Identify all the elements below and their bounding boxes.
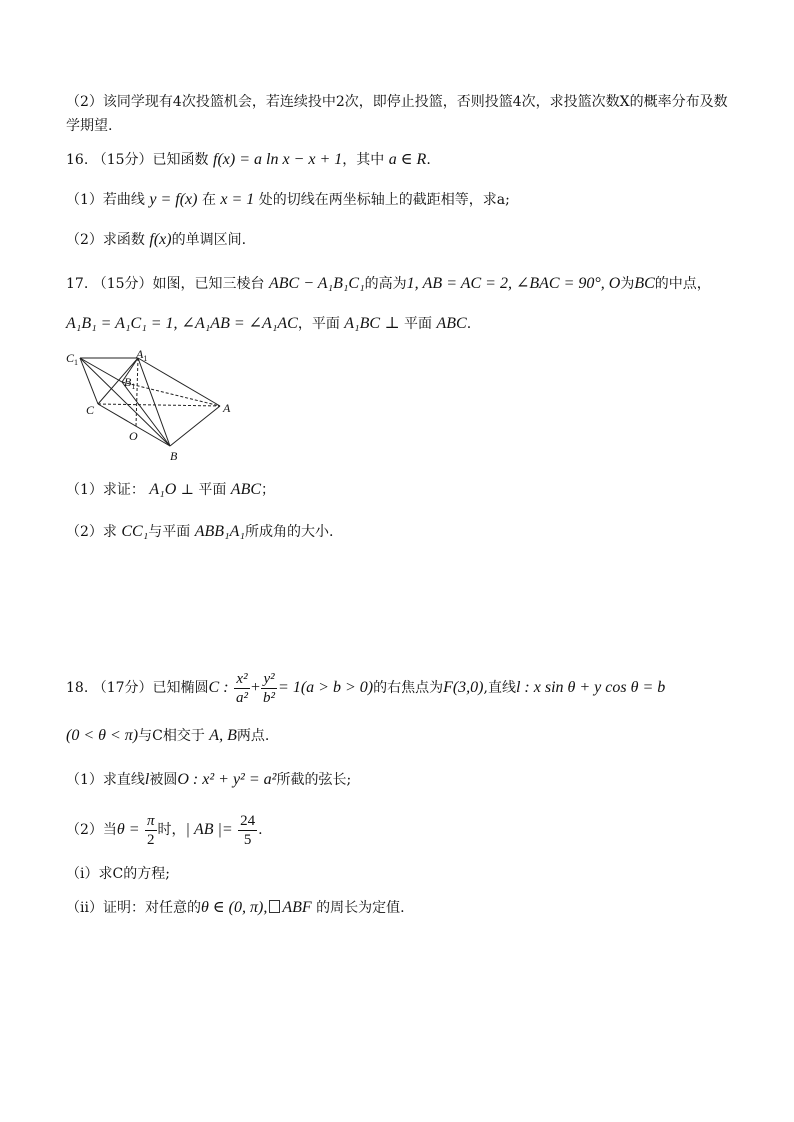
q18-stem-line2 xyxy=(66,726,269,746)
q17-cond3-a: ，平面 xyxy=(297,316,340,332)
q16-where: ，其中 xyxy=(342,152,385,168)
q18-frac-y-den: b² xyxy=(263,689,276,706)
q18-eq-tail: = 1(a > b > 0) xyxy=(278,679,374,696)
q17-part1-text: 求证： xyxy=(102,482,145,498)
label-o: O xyxy=(129,429,138,443)
q17-plane1: A₁BC xyxy=(344,315,381,332)
q18-part2-text: 当 xyxy=(102,822,117,838)
q18-frac-x-num: x² xyxy=(236,670,248,687)
edge-a1-b xyxy=(138,358,170,446)
q16-part1-text-b: 在 xyxy=(201,192,216,208)
q17-cond1-tail-b: 的中点， xyxy=(654,276,711,292)
q18-part2-end: . xyxy=(258,822,263,838)
q18-part1-circle: O : x² + y² = a² xyxy=(177,771,277,788)
q18-part2-label: （2） xyxy=(66,822,103,838)
q18-part1-text-c: 所截的弦长; xyxy=(276,772,352,788)
q16-part1-text-c: 处的切线在两坐标轴上的截距相等，求a; xyxy=(258,192,510,208)
q18-frac-x-den: a² xyxy=(236,689,248,706)
q18-part2 xyxy=(66,810,263,850)
q16-part2-text: 求函数 xyxy=(102,232,145,248)
q17-number: 17. xyxy=(66,276,89,292)
q17-cond3-b: 平面 xyxy=(404,316,433,332)
q17-part2-label: （2） xyxy=(66,524,103,540)
q17-part2-text: 求 xyxy=(102,524,117,540)
label-a1: $A_1$ xyxy=(136,347,148,363)
q17-part2-plane: ABB₁A₁ xyxy=(194,523,245,540)
q16-stem: 16. （15分）已知函数 f(x) = a ln x − x + 1，其中 a ∈ R. xyxy=(66,151,431,168)
q17-part1 xyxy=(66,480,275,500)
q17-part1-end: ； xyxy=(261,482,276,498)
q18-part1-text: 求直线 xyxy=(102,772,145,788)
q18-part2-text-b: 时， xyxy=(157,822,186,838)
q18-stem-line1: 18. （17分）已知椭圆C : $\frac{\text{x²}}{\text{a²}}$ + $\frac{\text{y²}}{\text{b²}}$ = 1(a > b > 0)的右焦点为F(3,0),直线l : x sin θ + y cos θ = b xyxy=(66,670,666,706)
q18-sub-ii xyxy=(66,898,405,918)
q18-focus-text: 的右焦点为 xyxy=(373,680,444,696)
q18-frac-5: 5 xyxy=(243,831,252,848)
q17-cond2: A₁B₁ = A₁C₁ = 1, ∠A₁AB = ∠A₁AC xyxy=(66,315,298,332)
q18-part1-line: l xyxy=(144,771,150,788)
q17-cond1: 1, AB = AC = 2, ∠BAC = 90°, O xyxy=(406,275,621,292)
q18-intro: 已知椭圆 xyxy=(152,680,209,696)
q18-part1-text-b: 被圆 xyxy=(149,772,178,788)
q17-plane2: ABC xyxy=(436,315,467,332)
q17-cond1-seg: BC xyxy=(634,275,655,292)
q18-range: (0 < θ < π) xyxy=(66,727,139,744)
q18-sub-i: （i）求C的方程; xyxy=(66,866,170,882)
q18-frac-pi-num: π xyxy=(147,812,155,829)
edge-c1-b xyxy=(80,358,170,446)
q16-score: （15分） xyxy=(92,152,153,168)
frustum-figure xyxy=(62,346,242,464)
q17-stem-line2 xyxy=(66,314,471,334)
q18-sub-ii-theta: θ ∈ (0, π), xyxy=(200,899,268,916)
q16-part1-label: （1） xyxy=(66,192,103,208)
q16-intro: 已知函数 xyxy=(152,152,209,168)
q18-part2-ab: | AB |= xyxy=(185,821,233,838)
edge-c-a-hidden xyxy=(98,404,220,406)
q18-sub-ii-text: （ii）证明：对任意的 xyxy=(66,900,201,916)
q18-sub-ii-text-b: 的周长为定值. xyxy=(316,900,405,916)
q17-perp-symbol: ⊥ xyxy=(384,315,400,332)
q18-ellipse-name: C : xyxy=(208,679,229,696)
q18-intersect-text: 与C相交于 xyxy=(138,728,205,744)
edge-c1-c xyxy=(80,358,98,404)
q18-frac-y-num: y² xyxy=(263,670,275,687)
q17-intro: 如图，已知三棱台 xyxy=(152,276,265,292)
label-a: A xyxy=(223,401,231,415)
q17-score: （15分） xyxy=(92,276,153,292)
q16-part1-curve: y = f(x) xyxy=(149,191,198,208)
q15-part2-line2: 学期望. xyxy=(66,118,113,134)
q18-number: 18. xyxy=(66,680,89,696)
q15-part2-line1: （2）该同学现有4次投篮机会，若连续投中2次，即停止投篮，否则投篮4次，求投篮次数X的概率分布及数 xyxy=(66,94,728,110)
q18-line-text: ,直线 xyxy=(483,680,516,696)
label-b: B xyxy=(170,449,178,463)
q17-part2-text-b: 与平面 xyxy=(148,524,191,540)
q18-points: A, B xyxy=(209,727,237,744)
q16-part1-point: x = 1 xyxy=(220,191,255,208)
q16-part2-func: f(x) xyxy=(149,231,172,248)
q17-part1-text-b: ⊥ 平面 xyxy=(180,482,227,498)
q17-stem-line1 xyxy=(66,274,711,294)
q18-line-eq: l : x sin θ + y cos θ = b xyxy=(515,679,666,696)
q17-part2 xyxy=(66,522,333,542)
q18-part2-theta: θ = xyxy=(116,821,140,838)
q16-number: 16. xyxy=(66,152,89,168)
q17-part1-seg: A₁O xyxy=(149,481,177,498)
q18-score: （17分） xyxy=(92,680,153,696)
edge-a1-o-hidden xyxy=(136,358,138,426)
q16-part2 xyxy=(66,230,246,250)
q18-sub-ii-triangle: ABF xyxy=(282,899,312,916)
q16-part2-label: （2） xyxy=(66,232,103,248)
triangle-symbol-placeholder-icon xyxy=(269,900,280,913)
q16-part1 xyxy=(66,190,510,210)
q18-fraction-24-5 xyxy=(238,812,257,849)
q17-cond3-end: . xyxy=(466,316,472,332)
q17-part1-label: （1） xyxy=(66,482,103,498)
q16-function: f(x) = a ln x − x + 1 xyxy=(213,151,343,168)
q18-focus: F(3,0) xyxy=(443,679,484,696)
q18-part1-label: （1） xyxy=(66,772,103,788)
label-b1: $B_1$ xyxy=(124,375,136,391)
q17-part1-plane: ABC xyxy=(230,481,262,498)
label-c1: $C_1$ xyxy=(66,351,79,367)
q18-frac-24: 24 xyxy=(240,812,256,829)
label-c: C xyxy=(86,403,95,417)
q16-domain: a ∈ R xyxy=(388,151,427,168)
q18-part1 xyxy=(66,770,351,790)
q18-fraction-pi xyxy=(145,812,157,849)
q17-part2-text-c: 所成角的大小. xyxy=(244,524,334,540)
edge-a-b xyxy=(170,406,220,446)
q17-frustum: ABC − A₁B₁C₁ xyxy=(269,275,365,292)
q16-part1-text: 若曲线 xyxy=(102,192,145,208)
q18-frac-pi-den: 2 xyxy=(147,831,155,848)
q17-cond1-tail-a: 为 xyxy=(620,276,635,292)
q16-part2-text-b: 的单调区间. xyxy=(171,232,247,248)
q18-fraction-x xyxy=(234,670,250,707)
edge-a1-a xyxy=(138,358,220,406)
q17-cond1-text: 的高为 xyxy=(364,276,407,292)
q17-part2-seg: CC₁ xyxy=(121,523,149,540)
q18-intersect-end: 两点. xyxy=(236,728,270,744)
q18-fraction-y xyxy=(261,670,277,707)
